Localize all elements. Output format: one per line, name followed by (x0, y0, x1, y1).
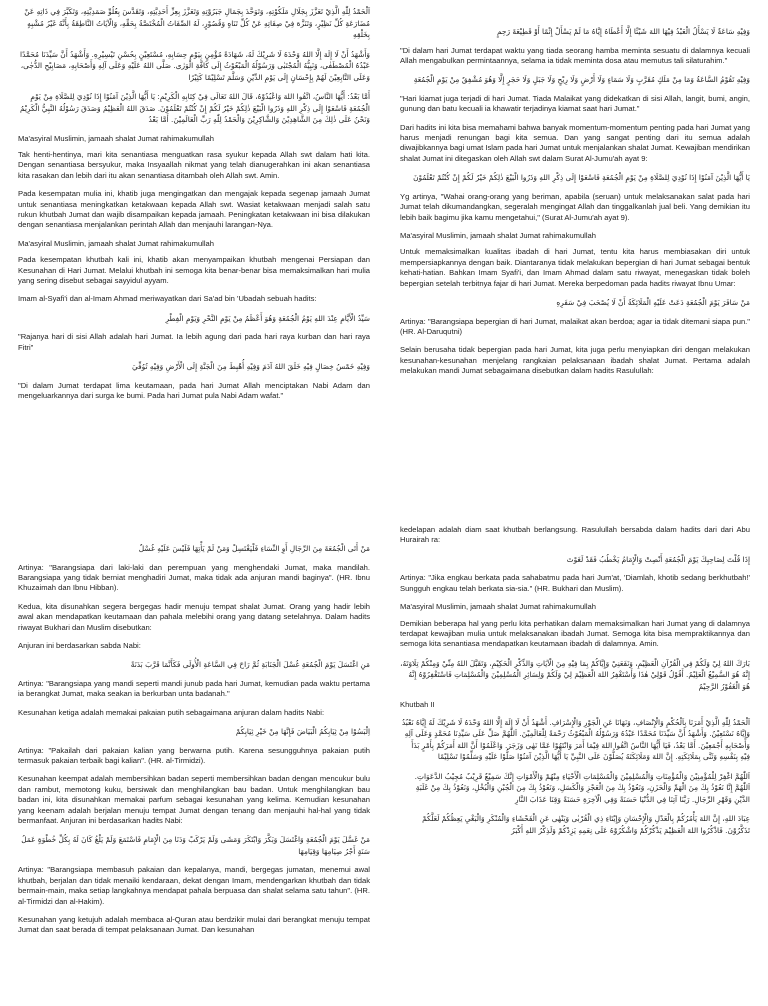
paragraph: Anjuran ini berdasarkan sabda Nabi: (18, 640, 141, 650)
translation: Artinya: "Jika engkau berkata pada sahabatmu pada hari Jum'at, 'Diamlah, khotib sedang berkhutbah!' Sungguh engkau telah berkata sia-sia." (HR. Bukhari dan Muslim). (400, 573, 750, 593)
paragraph: Imam al-Syafi'i dan al-Imam Ahmad meriwayatkan dari Sa'ad bin 'Ubadah sebuah hadits: (18, 294, 317, 304)
document-page-2 (384, 0, 768, 503)
arabic-hadith: مَنْ سَافَرَ يَوْمَ الْجُمُعَةِ دَعَتْ عَلَيْهِ الْمَلَائِكَةُ أَنْ لَا يُصْحَبَ فِيْ سَفَرِهِ (556, 298, 750, 307)
section-heading: Ma'asyiral Muslimin, jamaah shalat Jumat rahimakumullah (400, 230, 597, 240)
arabic-quran-verse: أَمَّا بَعْدُ: أَيُّهَا النَّاسُ، اتَّقُوا اللهَ وَاعْبُدُوْهُ، قَالَ اللهُ تَعَالَى فِيْ كِتَابِهِ الْكَرِيْمِ: يَا أَيُّهَا الَّذِيْنَ آمَنُوْا إِذَا نُوْدِيَ لِلصَّلَاةِ مِنْ يَوْمِ الْجُمُعَةِ فَاسْعَوْا إِلَى ذِكْرِ اللهِ وَذَرُوا الْبَيْعَ ذٰلِكُمْ خَيْرٌ لَكُمْ إِنْ كُنْتُمْ تَعْلَمُوْنَ. صَدَقَ اللهُ الْعَظِيْمُ وَصَدَقَ رَسُوْلُهُ النَّبِيُّ الْكَرِيْمُ وَنَحْنُ عَلَى ذٰلِكَ مِنَ الشَّاهِدِيْنَ وَالشَّاكِرِيْنَ وَالْحَمْدُ لِلّٰهِ رَبِّ الْعَالَمِيْنَ. أَمَّا بَعْدُ (19, 92, 370, 124)
arabic-quran-verse: يَا أَيُّهَا الَّذِيْنَ آمَنُوْا إِذَا نُوْدِيَ لِلصَّلَاةِ مِنْ يَوْمِ الْجُمُعَةِ فَاسْعَوْا إِلَى ذِكْرِ اللهِ وَذَرُوا الْبَيْعَ ذٰلِكُمْ خَيْرٌ لَكُمْ إِنْ كُنْتُمْ تَعْلَمُوْنَ (413, 173, 750, 183)
translation: "Di dalam hari Jumat terdapat waktu yang tiada seorang hamba meminta sesuatu di dalamnya kecuali Allah mengabulkan permintaannya, selama ia tidak meminta dosa atau memutus tali silaturahim." (400, 45, 750, 65)
arabic-hadith: مَنْ غَسَّلَ يَوْمَ الْجُمُعَةِ وَاغْتَسَلَ وَبَكَّرَ وَابْتَكَرَ وَمَشَى وَلَمْ يَرْكَبْ وَدَنَا مِنَ الْإِمَامِ فَاسْتَمَعَ وَلَمْ يَلْغُ كَانَ لَهُ بِكُلِّ خُطْوَةٍ عَمَلُ سَنَةٍ أَجْرُ صِيَامِهَا وَقِيَامِهَا (21, 835, 370, 856)
arabic-closing-prayer: بَارَكَ اللهُ لِيْ وَلَكُمْ فِي الْقُرْآنِ الْعَظِيْمِ، وَنَفَعَنِيْ وَإِيَّاكُمْ بِمَا فِيْهِ مِنَ الْآيَاتِ وَالذِّكْرِ الْحَكِيْمِ، وَتَقَبَّلَ اللهُ مِنِّيْ وَمِنْكُمْ تِلَاوَتَهُ، إِنَّهُ هُوَ السَّمِيْعُ الْعَلِيْمُ. أَقُوْلُ قَوْلِيْ هٰذَا وَأَسْتَغْفِرُ اللهَ الْعَظِيْمَ لِيْ وَلَكُمْ وَلِسَائِرِ الْمُسْلِمِيْنَ وَالْمُسْلِمَاتِ فَاسْتَغْفِرُوْهُ إِنَّهُ هُوَ الْغَفُوْرُ الرَّحِيْمُ (400, 658, 750, 691)
translation: "Di dalam Jumat terdapat lima keutamaan, pada hari Jumat Allah menciptakan Nabi Adam dan mengeluarkannya dari surga ke bumi. Pada hari Jumat pula Nabi Adam wafat." (18, 380, 370, 400)
document-page-3 (0, 503, 384, 1006)
arabic-hadith: مَنْ أَتَى الْجُمُعَةَ مِنَ الرِّجَالِ أَوِ النِّسَاءِ فَلْيَغْتَسِلْ وَمَنْ لَمْ يَأْتِهَا فَلَيْسَ عَلَيْهِ غُسْلٌ (138, 544, 370, 553)
translation: "Hari kiamat juga terjadi di hari Jumat. Tiada Malaikat yang didekatkan di sisi Allah, langit, bumi, angin, gunung dan batu kecuali ia khawatir terjadinya kiamat saat hari Jumat." (400, 93, 750, 114)
paragraph: Kesunahan yang ketujuh adalah membaca al-Quran atau berdzikir mulai dari berangkat menuju tempat Jumat dan saat berada di tempat pelaksanaan Jumat. Dan kesunahan (18, 915, 370, 935)
arabic-hadith: وَفِيْهِ تَقُوْمُ السَّاعَةُ وَمَا مِنْ مَلَكٍ مُقَرَّبٍ وَلَا سَمَاءٍ وَلَا أَرْضٍ وَلَا رِيْحٍ وَلَا جَبَلٍ وَلَا حَجَرٍ إِلَّا وَهُوَ مُشْفِقٌ مِنْ يَوْمِ الْجُمُعَةِ (413, 75, 750, 85)
arabic-hadith: وَفِيْهِ خَمْسُ خِصَالٍ فِيْهِ خَلَقَ اللهُ آدَمَ وَفِيْهِ أُهْبِطَ مِنَ الْجَنَّةِ إِلَى الْأَرْضِ وَفِيْهِ تُوُفِّيَ (131, 362, 370, 372)
arabic-hadith: وَفِيْهِ سَاعَةٌ لَا يَسْأَلُ الْعَبْدُ فِيْهَا اللهَ شَيْئًا إِلَّا أَعْطَاهُ إِيَّاهُ مَا لَمْ يَسْأَلْ إِثْمًا أَوْ قَطِيْعَةَ رَحِمٍ (496, 27, 750, 36)
paragraph: Untuk memaksimalkan kualitas ibadah di hari Jumat, tentu kita harus membiasakan diri untuk mempersiapkannya dengan baik. Diantaranya tidak melakukan bepergian di hari Jumat sebagai bentuk kehati-hatian. Bahkan Imam Syafi'i, dan Imam Ahmad dalam satu riwayat, menegaskan tidak boleh bepergian setelah terbitnya fajar di hari Jumat. Mereka berpedoman pada hadits riwayat Ibnu Umar: (400, 247, 750, 288)
arabic-closing: عِبَادَ اللهِ، إِنَّ اللهَ يَأْمُرُكُمْ بِالْعَدْلِ وَالْإِحْسَانِ وَإِيْتَاءِ ذِي الْقُرْبٰى وَيَنْهٰى عَنِ الْفَحْشَاءِ وَالْمُنْكَرِ وَالْبَغْيِ يَعِظُكُمْ لَعَلَّكُمْ تَذَكَّرُوْنَ. فَاذْكُرُوا اللهَ الْعَظِيْمَ يَذْكُرْكُمْ وَاشْكُرُوْهُ عَلَى نِعَمِهِ يَزِدْكُمْ وَلَذِكْرُ اللهِ أَكْبَرُ (422, 814, 750, 835)
section-heading: Ma'asyiral Muslimin, jamaah shalat Jumat rahimakumullah (18, 133, 215, 143)
section-heading: Ma'asyiral Muslimin, jamaah shalat Jumat rahimakumullah (18, 238, 215, 248)
translation: Artinya: "Barangsiapa yang mandi seperti mandi junub pada hari Jumat, kemudian pada waktu pertama ia berangkat Jumat, maka seakan ia berkurban unta badanah." (18, 678, 370, 699)
translation: Artinya: "Barangsiapa dari laki-laki dan perempuan yang menghendaki Jumat, maka mandilah. Barangsiapa yang tidak berniat menghadiri Jumat, maka tidak ada anjuran mandi baginya". (HR. Ibnu Khuzaimah dan Ibnu Hibban). (18, 562, 370, 593)
paragraph: Pada kesempatan mulia ini, khatib juga mengingatkan dan mengajak kepada segenap jamaah Jumat untuk senantiasa meningkatkan ketakwaan kepada Allah swt. Wasiat ketakwaan menjadi salah satu rukun khutbah Jumat dan wajib disampaikan kepada jamaah. Peningkatan ketakwaan ini bisa dilakukan dengan senantiasa menjalankan perintah Allah dan menjauhi larangan-Nya. (18, 189, 370, 230)
paragraph: kedelapan adalah diam saat khutbah berlangsung. Rasulullah bersabda dalam hadits dari dari Abu Hurairah ra: (400, 525, 750, 545)
translation: Artinya: "Barangsiapa membasuh pakaian dan kepalanya, mandi, bergegas jumatan, menemui awal khutbah, berjalan dan tidak menaiki kendaraan, dekat dengan Imam, mendengarkan khutbah dan tidak bermain-main, maka setiap langkahnya mendapat pahala berpuasa dan shalat selama satu tahun". (HR. al-Tirmidzi dan al-Hakim). (18, 865, 370, 906)
paragraph: Pada kesempatan khutbah kali ini, khatib akan menyampaikan khutbah mengenai Persiapan dan Kesunahan di Hari Jumat. Melalui khutbah ini semoga kita benar-benar bisa memaksimalkan hari mulia yang sering disebut sebagai sayyidul ayyam. (18, 255, 370, 285)
paragraph: Tak henti-hentinya, mari kita senantiasa menguatkan rasa syukur kepada Allah swt dalam hati kita. Dengan senantiasa bersyukur, maka Insyaallah nikmat yang telah dianugerahkan ini akan senantiasa kita rasakan dan lebih dari itu akan senantiasa ditambah oleh Allah swt. Amin. (18, 149, 370, 180)
arabic-hadith: اِلْبَسُوْا مِنْ ثِيَابِكُمُ الْبَيَاضَ فَإِنَّهَا مِنْ خَيْرِ ثِيَابِكُمْ (235, 727, 370, 737)
paragraph: Kesunahan ketiga adalah memakai pakaian putih sebagaimana anjuran dalam hadits Nabi: (18, 707, 325, 717)
arabic-shahada: وَأَشْهَدُ أَنْ لَا إِلَهَ إِلَّا اللهُ وَحْدَهُ لَا شَرِيْكَ لَهُ، شَهَادَةً مُؤْمِنٍ بِيَوْمِ حِسَابِهِ، مُسْتَعِيْنٍ بِحُسْنِ تَيْسِيْرِهِ. وَأَشْهَدُ أَنَّ سَيِّدَنَا مُحَمَّدًا عَبْدُهُ الْمُصْطَفٰى، وَنَبِيُّهُ الْمُجْتَبٰى وَرَسُوْلُهُ الْمَبْعُوْثُ إِلَى كَافَّةِ الْوَرٰى. صَلَّى اللهُ عَلَيْهِ وَعَلَى آلِهِ وَأَصْحَابِهِ، مَصَابِيْحِ الدُّجٰى، وَعَلَى التَّابِعِيْنَ لَهُمْ بِإِحْسَانٍ إِلَى يَوْمِ الدِّيْنِ وَسَلَّمَ تَسْلِيْمًا كَثِيْرًا (20, 49, 370, 82)
arabic-opening-praise: اَلْحَمْدُ لِلّٰهِ الَّذِيْ تَعَزَّزَ بِجَلَالِ مَلَكُوْتِهِ، وَتَوَحَّدَ بِجَمَالِ جَبَرُوْتِهِ وَتَعَزَّزَ بِعِزِّ أَحَدِيَّتِهِ، وَتَقَدَّسَ بِعُلُوِّ صَمَدِيَّتِهِ، وَتَكَبَّرَ فِي ذَاتِهِ عَنْ مُضَارَعَةِ كُلِّ نَظِيْرٍ، وَتَنَزَّهَ فِيْ صِفَاتِهِ عَنْ كُلِّ تَنَاهٍ وَقُصُوْرٍ، لَهُ الصِّفَاتُ الْمُخْتَصَّةُ بِحَقِّهِ، وَالْآيَاتُ النَّاطِقَةُ بِأَنَّهُ غَيْرُ مُشْبِهٍ بِخَلْقِهِ (24, 7, 370, 39)
arabic-supplication: اَللّٰهُمَّ اغْفِرْ لِلْمُؤْمِنِيْنَ وَالْمُؤْمِنَاتِ وَالْمُسْلِمِيْنَ وَالْمُسْلِمَاتِ الْأَحْيَاءِ مِنْهُمْ وَالْأَمْوَاتِ إِنَّكَ سَمِيْعٌ قَرِيْبٌ مُجِيْبُ الدَّعَوَاتِ. اَللّٰهُمَّ إِنَّا نَعُوْذُ بِكَ مِنَ الْهَمِّ وَالْحَزَنِ، وَنَعُوْذُ بِكَ مِنَ الْعَجْزِ وَالْكَسَلِ، وَنَعُوْذُ بِكَ مِنَ الْجُبْنِ وَالْبُخْلِ، وَنَعُوْذُ بِكَ مِنْ غَلَبَةِ الدَّيْنِ وَقَهْرِ الرِّجَالِ. رَبَّنَا آتِنَا فِي الدُّنْيَا حَسَنَةً وَفِي الْآخِرَةِ حَسَنَةً وَقِنَا عَذَابَ النَّارِ (414, 771, 750, 804)
translation: Yg artinya, "Wahai orang-orang yang beriman, apabila (seruan) untuk melaksanakan salat pada hari Jumat telah dikumandangkan, segeralah mengingat Allah dan tinggalkanlah jual beli. Yang demikian itu lebih baik bagimu jika kamu mengetahui," (Surat Al-Jumu'ah ayat 9). (400, 191, 750, 222)
arabic-hadith: مَنِ اغْتَسَلَ يَوْمَ الْجُمُعَةِ غُسْلَ الْجَنَابَةِ ثُمَّ رَاحَ فِي السَّاعَةِ الْأُولَى فَكَأَنَّمَا قَرَّبَ بَدَنَةً (130, 660, 370, 670)
document-page-1 (0, 0, 384, 503)
arabic-hadith: سَيِّدُ الْأَيَّامِ عِنْدَ اللهِ يَوْمُ الْجُمُعَةِ وَهُوَ أَعْظَمُ مِنْ يَوْمِ النَّحْرِ وَيَوْمِ الْفِطْرِ (165, 313, 370, 323)
paragraph: Kesunahan keempat adalah membersihkan badan seperti membersihkan badan dengan mencukur bulu dan rambut, memotong kuku, bersiwak dan menghilangkan bau badan. Untuk menghilangkan bau badan ini, kita disunahkan memakai parfum sebagai kesunahan yang kelima. Kemudian kesunahan yang keenam adalah berjalan menuju tempat Jumat dengan tenang dan menjauhi hal-hal yang tidak bermanfaat. Anjuran ini berdasarkan hadits Nabi: (18, 774, 370, 825)
khutbah-two-heading: Khutbah II (400, 700, 435, 710)
arabic-second-sermon: اَلْحَمْدُ لِلّٰهِ الَّذِيْ أَمَرَنَا بِاَلْحُكْمِ وَالْإِنْصَافِ، وَنَهَانَا عَنِ الْجَوْرِ وَالْإِسْرَافِ. أَشْهَدُ أَنْ لَا إِلَهَ إِلَّا اللهُ وَحْدَهُ لَا شَرِيْكَ لَهُ إِيَّاهُ نَعْبُدُ وَإِيَّاهُ نَسْتَعِيْنُ. وَأَشْهَدُ أَنَّ سَيِّدَنَا مُحَمَّدًا عَبْدُهُ وَرَسُوْلُهُ الْمَبْعُوْثُ رَحْمَةً لِلْعَالَمِيْنَ. اَللّٰهُمَّ صَلِّ عَلَى سَيِّدِنَا مُحَمَّدٍ وَعَلَى آلِهِ وَأَصْحَابِهِ أَجْمَعِيْنَ. أَمَّا بَعْدُ، فَيَا أَيُّهَا النَّاسُ اتَّقُوا اللهَ فِيْمَا أَمَرَ وَانْتَهُوْا عَمَّا نَهٰى وَزَجَرَ. وَاعْلَمُوْا أَنَّ اللهَ أَمَرَكُمْ بِأَمْرٍ بَدَأَ فِيْهِ بِنَفْسِهِ وَثَنَّى بِمَلَائِكَتِهِ. إِنَّ اللهَ وَمَلَائِكَتَهُ يُصَلُّوْنَ عَلَى النَّبِيِّ يَا أَيُّهَا الَّذِيْنَ آمَنُوْا صَلُّوْا عَلَيْهِ وَسَلِّمُوْا تَسْلِيْمًا (401, 717, 750, 762)
paragraph: Dari hadits ini kita bisa memahami bahwa banyak momentum-momentum penting pada hari Jumat yang harus menjadi renungan bagi kita semua. Dan yang sangat penting dari itu semua adalah diwajibkannya bagi umat Islam pada hari Jumat untuk menjalankan shalat Jumat. Kewajiban mendirikan shalat Jumat ini ditegaskan oleh Allah swt dalam Surat Al-Jumu'ah ayat 9: (400, 122, 750, 163)
paragraph: Kedua, kita disunahkan segera bergegas hadir menuju tempat shalat Jumat. Orang yang hadir lebih awal akan mendapatkan keutamaan dan pahala melebihi orang yang datang setelahnya. Dalam hadits riwayat Bukhari dan Muslim disebutkan: (18, 601, 370, 632)
paragraph: Selain berusaha tidak bepergian pada hari Jumat, kita juga perlu menyiapkan diri dengan melakukan kesunahan-kesunahan menjelang rangkaian pelaksanaan ibadah shalat Jumat. Pertama adalah melakukan mandi Jumat sebagaimana disebutkan dalam hadits Rasulullah: (400, 345, 750, 376)
translation: Artinya: "Barangsiapa bepergian di hari Jumat, malaikat akan berdoa; agar ia tidak ditemani siapa pun." (HR. Al-Daruqutni) (400, 316, 750, 336)
section-heading: Ma'asyiral Muslimin, jamaah shalat Jumat rahimakumullah (400, 602, 597, 612)
document-page-4 (384, 503, 768, 1006)
translation: Artinya: "Pakailah dari pakaian kalian yang berwarna putih. Karena sesungguhnya pakaian putih termasuk pakaian terbaik bagi kalian". (HR. al-Tirmidzi). (18, 745, 370, 765)
translation: "Rajanya hari di sisi Allah adalah hari Jumat. Ia lebih agung dari pada hari raya kurban dan hari raya Fitri" (18, 332, 370, 352)
arabic-hadith: إِذَا قُلْتَ لِصَاحِبِكَ يَوْمَ الْجُمُعَةِ أَنْصِتْ وَالْإِمَامُ يَخْطُبُ فَقَدْ لَغَوْتَ (566, 554, 750, 564)
paragraph: Demikian beberapa hal yang perlu kita perhatikan dalam memaksimalkan hari Jumat yang di dalamnya terdapat kewajiban mulia untuk melaksanakan ibadah Jumat. Semoga kita bisa mempraktikannya dan semoga kita senantiasa mendapatkan keutamaan ibadah di dalamnya. Amin. (400, 618, 750, 649)
